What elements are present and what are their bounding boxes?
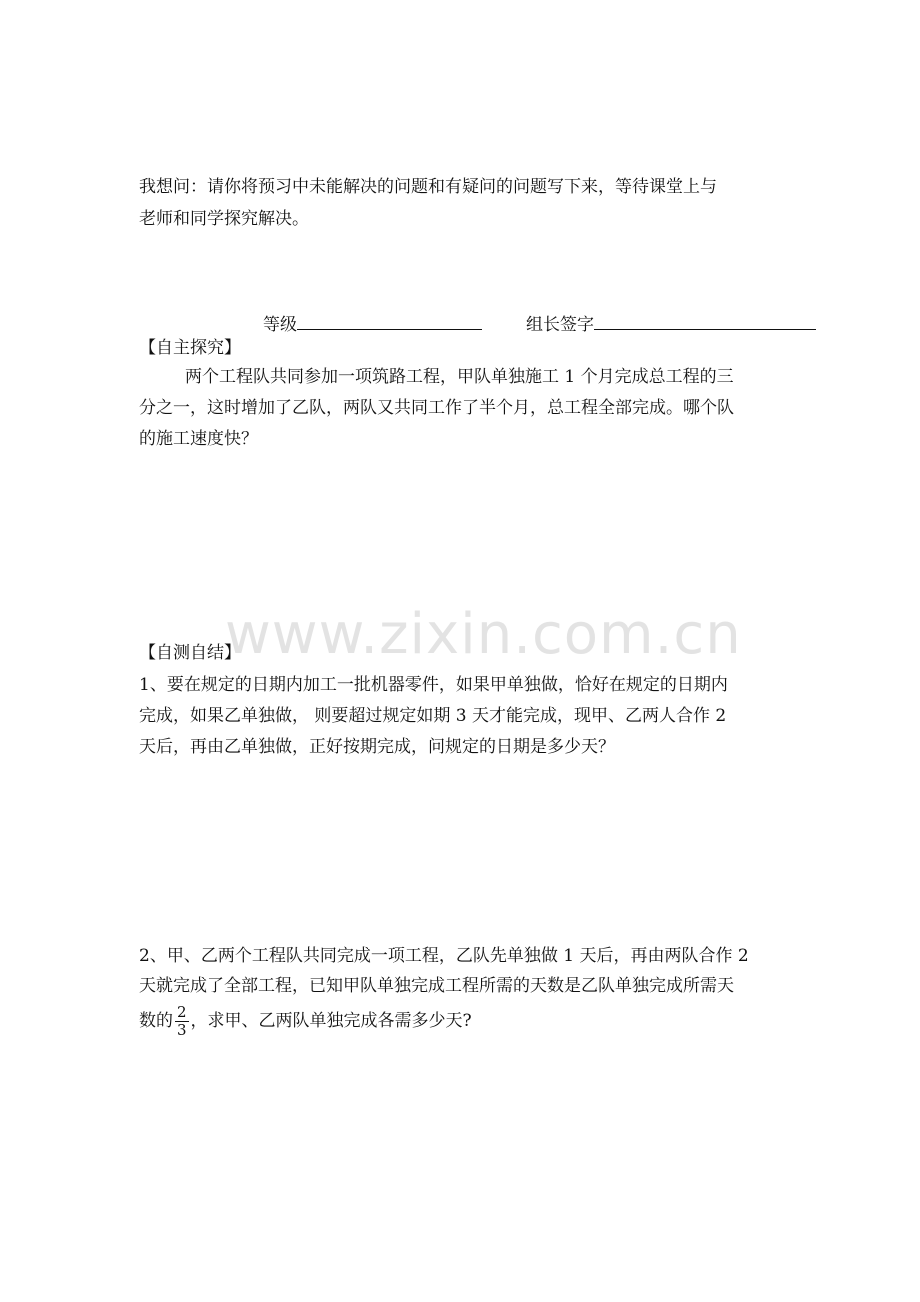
question-2-line-3-suffix: ，求甲、乙两队单独完成各需多少天? — [190, 1011, 472, 1031]
question-2-line-1: 2、甲、乙两个工程队共同完成一项工程，乙队先单独做 1 天后，再由两队合作 2 — [139, 946, 749, 966]
fraction-denominator: 3 — [177, 1021, 187, 1039]
question-2-line-3 — [139, 1004, 472, 1039]
self-explore-heading: 【自主探究】 — [139, 338, 241, 358]
self-explore-line-3: 的施工速度快？ — [139, 429, 258, 449]
question-2-line-3-prefix: 数的 — [139, 1011, 173, 1031]
self-explore-line-1: 两个工程队共同参加一项筑路工程，甲队单独施工 1 个月完成总工程的三 — [185, 367, 734, 387]
leader-sign-blank — [594, 312, 816, 330]
fraction-two-thirds — [175, 1004, 189, 1039]
watermark: www.zixin.com.cn — [225, 602, 742, 667]
grade-blank — [297, 312, 482, 330]
fraction-numerator: 2 — [177, 1003, 187, 1021]
self-test-heading: 【自测自结】 — [139, 643, 241, 663]
question-1-line-1: 1、要在规定的日期内加工一批机器零件，如果甲单独做，恰好在规定的日期内 — [139, 675, 728, 695]
question-2-line-2: 天就完成了全部工程，已知甲队单独完成工程所需的天数是乙队单独完成所需天 — [139, 976, 734, 996]
question-prompt-line-2: 老师和同学探究解决。 — [139, 209, 309, 229]
question-prompt-line-1: 我想问：请你将预习中未能解决的问题和有疑问的问题写下来，等待课堂上与 — [139, 177, 717, 197]
grade-row — [263, 312, 816, 335]
grade-label: 等级 — [263, 315, 297, 335]
leader-sign-label: 组长签字 — [526, 315, 594, 335]
self-explore-line-2: 分之一，这时增加了乙队，两队又共同工作了半个月，总工程全部完成。哪个队 — [139, 398, 734, 418]
question-1-line-2: 完成，如果乙单独做， 则要超过规定如期 3 天才能完成，现甲、乙两人合作 2 — [139, 706, 727, 726]
question-1-line-3: 天后，再由乙单独做，正好按期完成，问规定的日期是多少天？ — [139, 737, 615, 757]
